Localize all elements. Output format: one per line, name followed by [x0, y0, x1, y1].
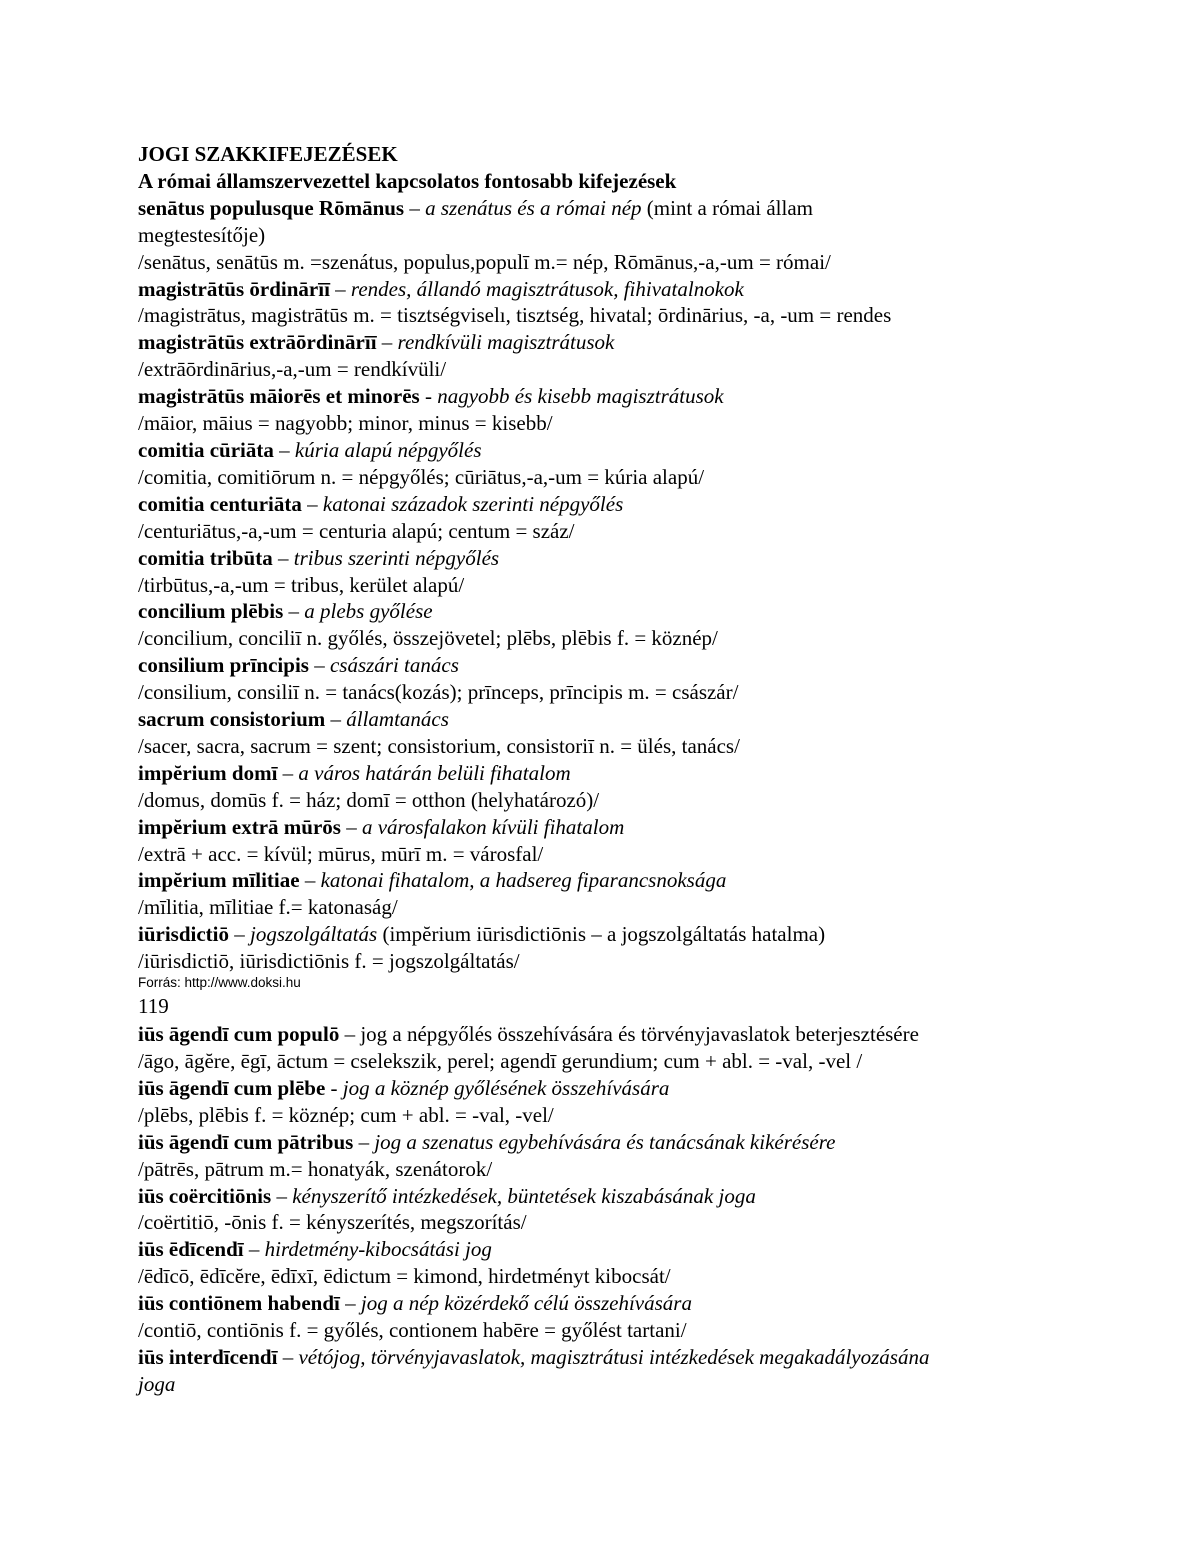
latin-term: comitia centuriāta: [138, 491, 302, 516]
glossary-term-line: [138, 760, 1078, 787]
term-separator: –: [353, 1129, 375, 1154]
glossary-term-line: [138, 491, 1078, 518]
grammar-gloss: /iūrisdictiō, iūrisdictiōnis f. = jogszolgáltatás/: [138, 949, 520, 974]
term-separator: –: [299, 868, 321, 893]
latin-term: impĕrium mīlitiae: [138, 868, 300, 893]
term-translation: a szenátus és a római nép: [425, 195, 642, 220]
glossary-term-line: [138, 1075, 1078, 1102]
latin-term: iūs interdīcendī: [138, 1344, 278, 1369]
term-translation: államtanács: [346, 707, 449, 732]
latin-term: impĕrium extrā mūrōs: [138, 814, 341, 839]
latin-term: concilium plēbis: [138, 599, 284, 624]
latin-term: iūs coërcitiōnis: [138, 1183, 272, 1208]
term-translation: nagyobb és kisebb magisztrátusok: [437, 384, 724, 409]
term-translation: a városfalakon kívüli fihatalom: [361, 814, 625, 839]
glossary-term-line: [138, 437, 1078, 464]
latin-term: comitia tribūta: [138, 545, 273, 570]
document-page: [138, 141, 1078, 1398]
grammar-gloss: /māior, māius = nagyobb; minor, minus = kisebb/: [138, 411, 553, 436]
glossary-term-line: [138, 1344, 1078, 1371]
glossary-term-line: [138, 329, 1078, 356]
grammar-gloss: /consilium, consiliī n. = tanács(kozás); prīnceps, prīncipis m. = császár/: [138, 680, 739, 705]
latin-term: iūs āgendī cum pātribus: [138, 1129, 354, 1154]
grammar-gloss: /domus, domūs f. = ház; domī = otthon (helyhatározó)/: [138, 787, 600, 812]
term-translation: jogszolgáltatás: [250, 922, 378, 947]
grammar-gloss: /centuriātus,-a,-um = centuria alapú; centum = száz/: [138, 518, 575, 543]
term-translation: jog a szenatus egybehívására és tanácsának kikérésére: [374, 1129, 836, 1154]
glossary-list-part-2: [138, 1021, 1078, 1398]
latin-term: iūs contiōnem habendī: [138, 1291, 340, 1316]
glossary-term-line: [138, 652, 1078, 679]
term-separator: –: [272, 545, 294, 570]
latin-term: comitia cūriāta: [138, 437, 274, 462]
grammar-gloss: /ēdīcō, ēdīcĕre, ēdīxī, ēdictum = kimond, hirdetményt kibocsát/: [138, 1264, 671, 1289]
glossary-term-line: [138, 706, 1078, 733]
term-separator: –: [376, 330, 398, 355]
latin-term: consilium prīncipis: [138, 653, 309, 678]
term-translation: tribus szerinti népgyőlés: [293, 545, 500, 570]
grammar-gloss: /tirbūtus,-a,-um = tribus, kerület alapú/: [138, 572, 465, 597]
glossary-term-line: [138, 921, 1078, 948]
term-separator: –: [301, 491, 323, 516]
grammar-gloss: /contiō, contiōnis f. = győlés, contionem habēre = győlést tartani/: [138, 1318, 687, 1343]
page-number: 119: [138, 994, 169, 1019]
term-separator: –: [271, 1183, 293, 1208]
latin-term: senātus populusque Rōmānus: [138, 195, 405, 220]
glossary-term-line: [138, 1021, 1078, 1048]
term-separator: –: [325, 707, 347, 732]
term-separator: –: [243, 1237, 265, 1262]
term-separator: –: [277, 760, 299, 785]
grammar-gloss: /sacer, sacra, sacrum = szent; consistorium, consistoriī n. = ülés, tanács/: [138, 733, 740, 758]
term-translation: kúria alapú népgyőlés: [294, 437, 482, 462]
term-separator: –: [329, 276, 351, 301]
term-note: (impĕrium iūrisdictiōnis – a jogszolgáltatás hatalma): [377, 922, 826, 947]
term-translation: rendes, állandó magisztrátusok, fihivatalnokok: [350, 276, 744, 301]
grammar-gloss: /plēbs, plēbis f. = köznép; cum + abl. = -val, -vel/: [138, 1102, 554, 1127]
term-translation: joga: [138, 1371, 176, 1396]
glossary-term-line: [138, 545, 1078, 572]
grammar-gloss: /extrā + acc. = kívül; mūrus, mūrī m. = városfal/: [138, 841, 544, 866]
term-translation: jog a nép közérdekő célú összehívására: [360, 1291, 692, 1316]
term-translation: jog a köznép győlésének összehívására: [342, 1075, 670, 1100]
grammar-gloss: /coërtitiō, -ōnis f. = kényszerítés, megszorítás/: [138, 1210, 527, 1235]
term-separator: -: [325, 1075, 343, 1100]
term-translation: katonai fihatalom, a hadsereg fiparancsnoksága: [320, 868, 727, 893]
glossary-term-line: [138, 195, 1078, 222]
term-separator: –: [404, 195, 426, 220]
term-separator: –: [340, 814, 362, 839]
grammar-gloss: /pātrēs, pātrum m.= honatyák, szenátorok/: [138, 1156, 493, 1181]
latin-term: magistrātūs ōrdinārīī: [138, 276, 330, 301]
glossary-term-line: [138, 1183, 1078, 1210]
term-separator: –: [339, 1291, 361, 1316]
document-subtitle: A római államszervezettel kapcsolatos fontosabb kifejezések: [138, 168, 677, 193]
grammar-gloss: /concilium, conciliī n. győlés, összejövetel; plēbs, plēbis f. = köznép/: [138, 626, 718, 651]
term-explanation: jog a népgyőlés összehívására és törvényjavaslatok beterjesztésére: [360, 1022, 919, 1047]
glossary-term-line: [138, 383, 1078, 410]
latin-term: iūs āgendī cum plēbe: [138, 1075, 326, 1100]
glossary-term-line: [138, 867, 1078, 894]
grammar-gloss: /āgo, āgĕre, ēgī, āctum = cselekszik, perel; agendī gerundium; cum + abl. = -val, -vel /: [138, 1049, 863, 1073]
glossary-term-line: [138, 1290, 1078, 1317]
term-translation-continued: [138, 1371, 1078, 1398]
grammar-gloss: /mīlitia, mīlitiae f.= katonaság/: [138, 895, 398, 920]
glossary-term-line: [138, 1236, 1078, 1263]
term-translation: a város határán belüli fihatalom: [298, 760, 571, 785]
term-translation: katonai századok szerinti népgyőlés: [322, 491, 624, 516]
term-separator: –: [339, 1022, 361, 1047]
term-translation: császári tanács: [329, 653, 459, 678]
term-separator: –: [277, 1344, 299, 1369]
glossary-term-line: [138, 1129, 1078, 1156]
term-translation: kényszerítő intézkedések, büntetések kiszabásának joga: [292, 1183, 756, 1208]
latin-term: sacrum consistorium: [138, 707, 326, 732]
glossary-term-line: [138, 598, 1078, 625]
grammar-gloss: /senātus, senātūs m. =szenátus, populus,populī m.= nép, Rōmānus,-a,-um = római/: [138, 249, 831, 274]
term-translation: rendkívüli magisztrátusok: [397, 330, 615, 355]
grammar-gloss: /comitia, comitiōrum n. = népgyőlés; cūriātus,-a,-um = kúria alapú/: [138, 464, 705, 489]
latin-term: iūs ēdīcendī: [138, 1237, 244, 1262]
term-separator: –: [283, 599, 305, 624]
term-separator: –: [308, 653, 330, 678]
term-translation: hirdetmény-kibocsátási jog: [264, 1237, 492, 1262]
term-note: (mint a római állam: [641, 195, 813, 220]
latin-term: impĕrium domī: [138, 760, 278, 785]
document-title: JOGI SZAKKIFEJEZÉSEK: [138, 142, 398, 166]
latin-term: iūs āgendī cum populō: [138, 1022, 340, 1047]
glossary-term-line: [138, 276, 1078, 303]
term-separator: –: [229, 922, 251, 947]
latin-term: magistrātūs extrāōrdinārīī: [138, 330, 377, 355]
latin-term: magistrātūs māiorēs et minorēs: [138, 384, 420, 409]
term-separator: -: [419, 384, 438, 409]
latin-term: iūrisdictiō: [138, 922, 230, 947]
source-note: Forrás: http://www.doksi.hu: [138, 975, 301, 991]
grammar-gloss: /magistrātus, magistrātūs m. = tisztségviselı, tisztség, hivatal; ōrdinārius, -a, -um = rendes: [138, 303, 892, 328]
term-translation: a plebs győlése: [304, 599, 433, 624]
term-translation: vétójog, törvényjavaslatok, magisztrátusi intézkedések megakadályozásána: [298, 1344, 930, 1369]
glossary-term-line: [138, 814, 1078, 841]
glossary-list-part-1: [138, 195, 1078, 975]
term-note-continued: megtestesítője): [138, 222, 266, 247]
term-separator: –: [273, 437, 295, 462]
grammar-gloss: /extrāōrdinārius,-a,-um = rendkívüli/: [138, 357, 447, 382]
